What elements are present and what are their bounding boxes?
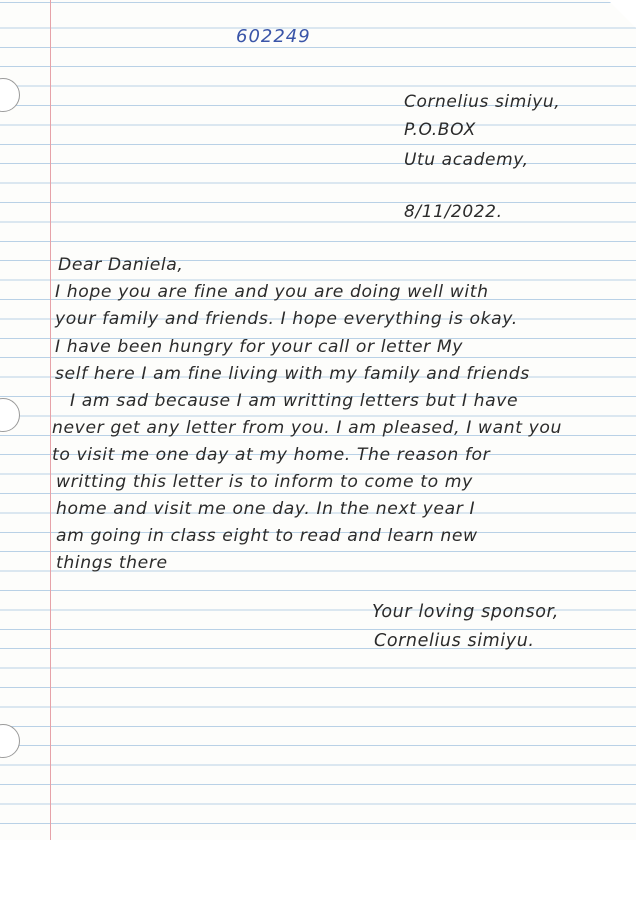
reference-number: 602249: [236, 26, 311, 47]
letter-date: 8/11/2022.: [404, 202, 503, 222]
margin-line: [50, 0, 51, 840]
letter-line: I am sad because I am writting letters but I have: [70, 391, 519, 411]
sender-name: Cornelius simiyu,: [404, 92, 561, 112]
salutation: Dear Daniela,: [58, 255, 184, 275]
punch-hole: [0, 78, 20, 112]
letter-line: I hope you are fine and you are doing well with: [55, 282, 489, 302]
letter-line: your family and friends. I hope everything is okay.: [55, 309, 518, 329]
letter-line: things there: [56, 553, 168, 573]
punch-hole: [0, 398, 20, 432]
punch-hole: [0, 724, 20, 758]
signature-name: Cornelius simiyu.: [374, 631, 535, 651]
letter-line: I have been hungry for your call or letter My: [55, 337, 464, 357]
letter-line: self here I am fine living with my family and friends: [55, 364, 530, 384]
letter-line: home and visit me one day. In the next year I: [56, 499, 476, 519]
letter-line: to visit me one day at my home. The reason for: [52, 445, 491, 465]
letter-line: am going in class eight to read and learn new: [56, 526, 478, 546]
closing-phrase: Your loving sponsor,: [372, 602, 559, 622]
sender-box: P.O.BOX: [404, 120, 476, 140]
folded-corner: [608, 0, 636, 28]
sender-school: Utu academy,: [404, 150, 529, 170]
letter-line: never get any letter from you. I am pleased, I want you: [52, 418, 562, 438]
letter-line: writting this letter is to inform to come to my: [56, 472, 473, 492]
